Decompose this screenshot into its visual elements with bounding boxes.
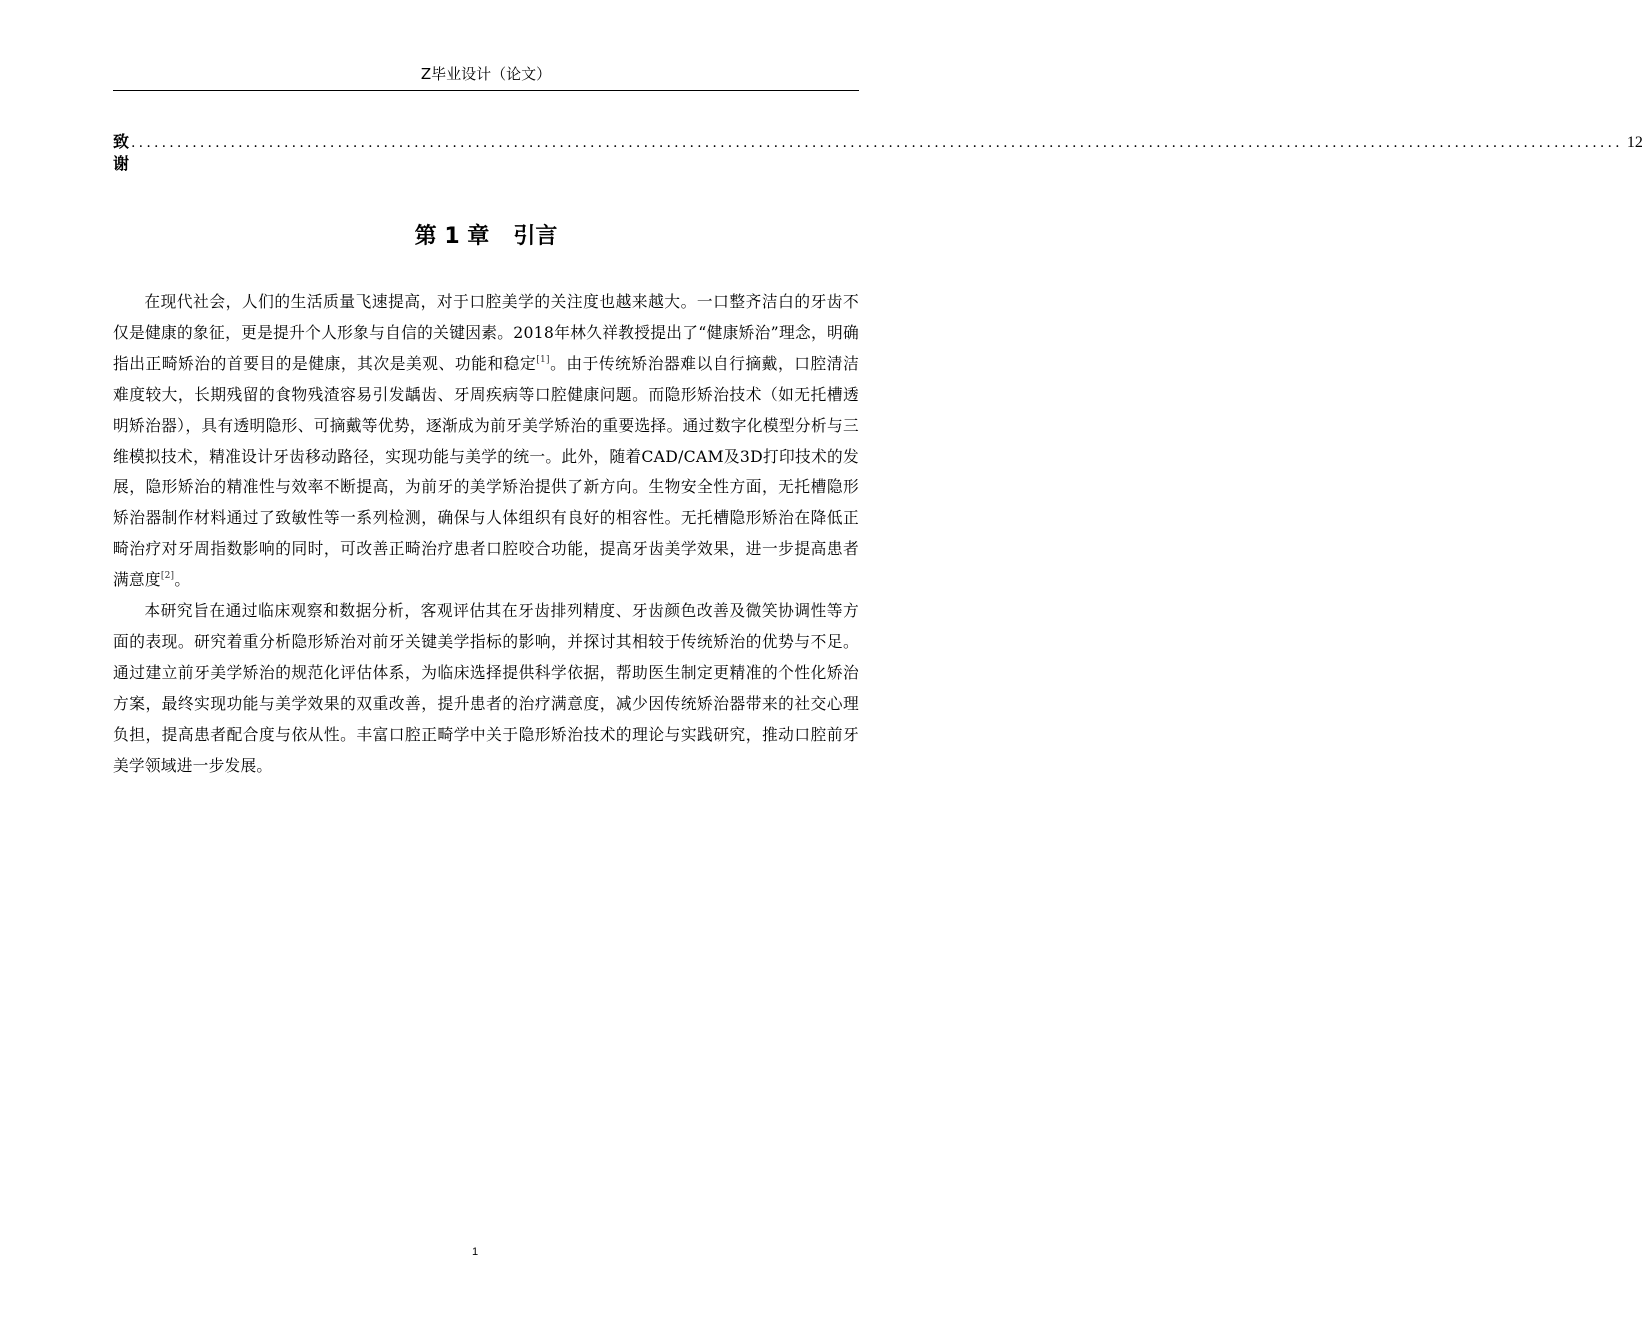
paragraph-1-part-1: 在现代社会，人们的生活质量飞速提高，对于口腔美学的关注度也越来越大。一口整齐洁白的牙齿不仅是健康的象征，更是提升个人形象与自信的关键因素。2018年林久祥教授提出了“健康矫治”理念，明确指出正畸矫治的首要目的是健康，其次是美观、功能和稳定 (113, 292, 859, 373)
toc-leader-dots: ................................................................................................................................................................................................... (131, 135, 1623, 151)
toc-entry-acknowledgements[interactable] (113, 131, 1643, 175)
toc-entry-page-number: 12 (1626, 134, 1643, 151)
chapter-number: 第 1 章 (414, 224, 490, 249)
paragraph-1-part-2: 。由于传统矫治器难以自行摘戴，口腔清洁难度较大，长期残留的食物残渣容易引发龋齿、牙周疾病等口腔健康问题。而隐形矫治技术（如无托槽透明矫治器），具有透明隐形、可摘戴等优势，逐渐成为前牙美学矫治的重要选择。通过数字化模型分析与三维模拟技术，精准设计牙齿移动路径，实现功能与美学的统一。此外，随着CAD/CAM及3D打印技术的发展，隐形矫治的精准性与效率不断提高，为前牙的美学矫治提供了新方向。生物安全性方面，无托槽隐形矫治器制作材料通过了致敏性等一系列检测，确保与人体组织有良好的相容性。无托槽隐形矫治在降低正畸治疗对牙周指数影响的同时，可改善正畸治疗患者口腔咬合功能，提高牙齿美学效果，进一步提高患者满意度 (113, 353, 860, 590)
paragraph-2: 本研究旨在通过临床观察和数据分析，客观评估其在牙齿排列精度、牙齿颜色改善及微笑协调性等方面的表现。研究着重分析隐形矫治对前牙关键美学指标的影响，并探讨其相较于传统矫治的优势与不足。通过建立前牙美学矫治的规范化评估体系，为临床选择提供科学依据，帮助医生制定更精准的个性化矫治方案，最终实现功能与美学效果的双重改善，提升患者的治疗满意度，减少因传统矫治器带来的社交心理负担，提高患者配合度与依从性。丰富口腔正畸学中关于隐形矫治技术的理论与实践研究，推动口腔前牙美学领域进一步发展。 (113, 601, 859, 775)
running-header: Z毕业设计（论文） (420, 65, 552, 83)
header-rule (113, 90, 859, 91)
paragraph-1-part-3: 。 (174, 570, 191, 590)
citation-2[interactable]: [2] (160, 571, 175, 582)
body-text (113, 287, 859, 782)
page-number: 1 (471, 1246, 479, 1258)
toc-entry-label: 致谢 (113, 132, 130, 173)
chapter-title-text: 引言 (513, 224, 558, 249)
citation-1[interactable]: [1] (536, 354, 550, 365)
paragraph-1 (113, 287, 859, 596)
chapter-heading (113, 222, 859, 252)
